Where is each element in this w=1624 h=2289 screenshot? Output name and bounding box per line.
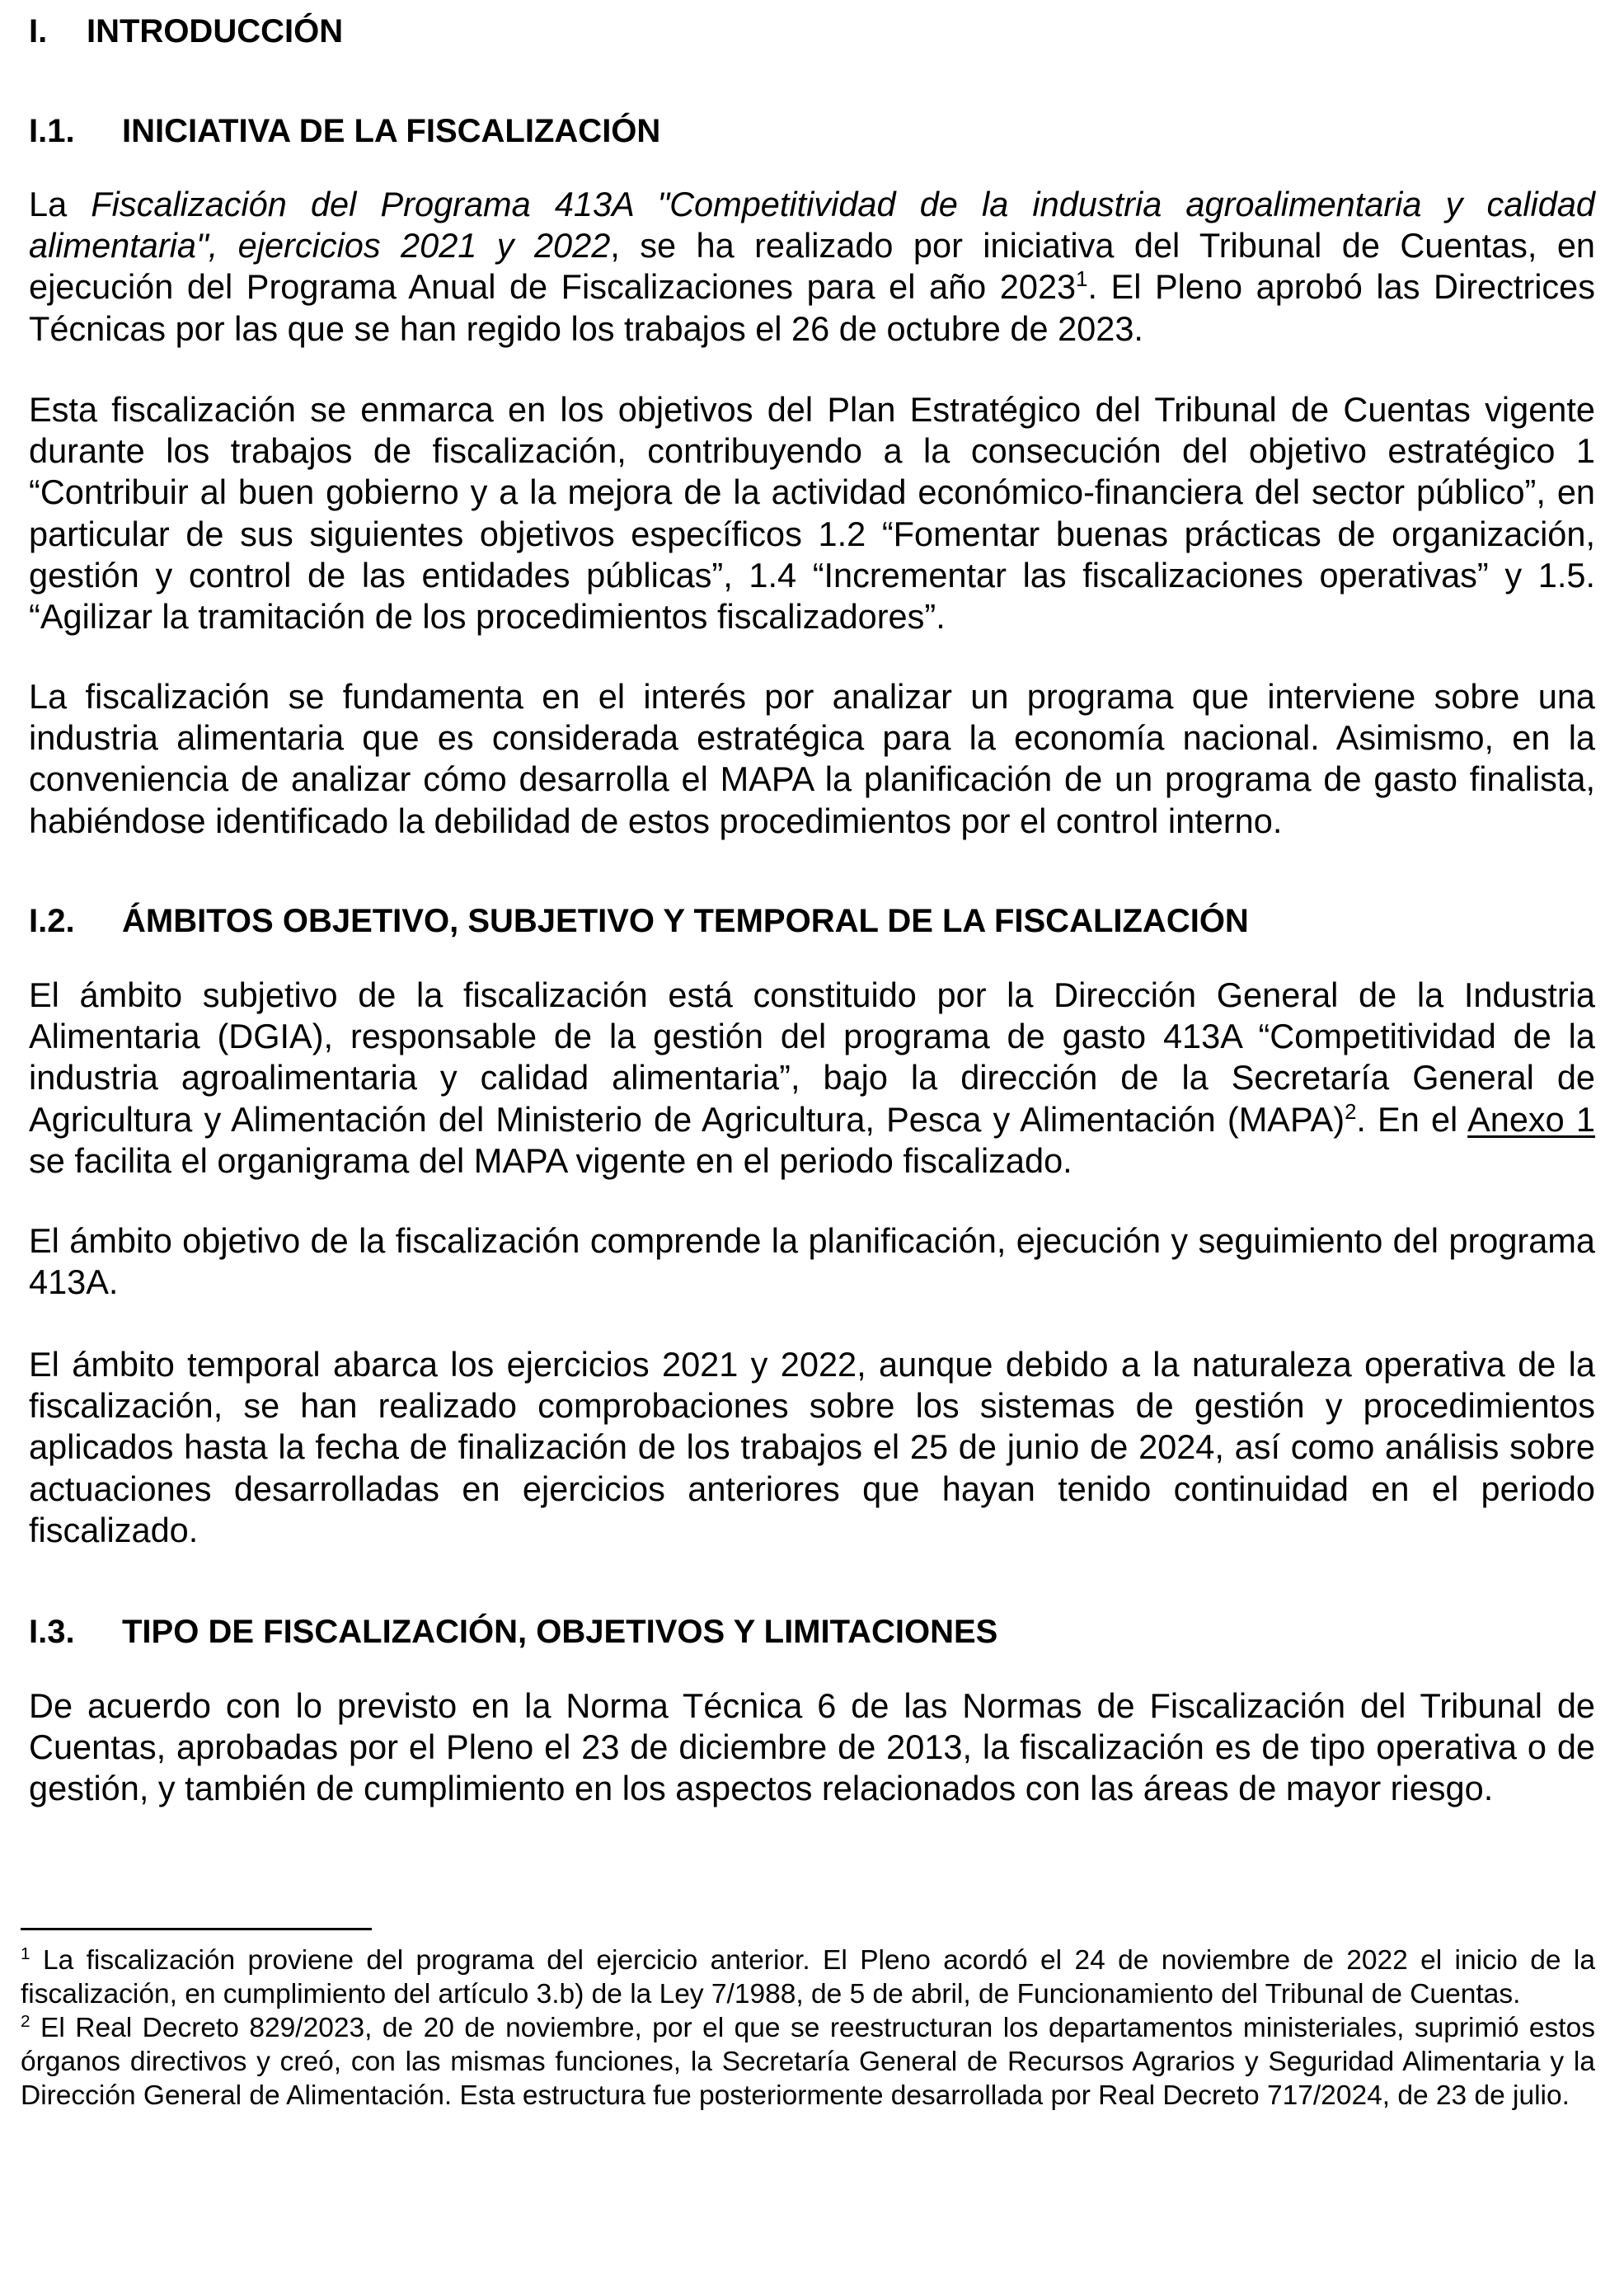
footnote-ref-1[interactable]: 1 xyxy=(1076,268,1088,292)
subsection-number: I.2. xyxy=(29,903,75,939)
subsection-title: ÁMBITOS OBJETIVO, SUBJETIVO Y TEMPORAL DE LA FISCALIZACIÓN xyxy=(122,903,1249,939)
subsection-number: I.1. xyxy=(29,113,75,149)
subsection-title: TIPO DE FISCALIZACIÓN, OBJETIVOS Y LIMITACIONES xyxy=(122,1614,998,1650)
paragraph-iniciativa-3: La fiscalización se fundamenta en el interés por analizar un programa que interviene sobre una industria alimentaria que es considerada estratégica para la economía nacional. Asimismo, en la conveniencia de analizar cómo desarrolla el MAPA la planificación de un programa de gasto finalista, habiéndose identificado la debilidad de estos procedimientos por el control interno. xyxy=(29,677,1595,840)
paragraph-text: La xyxy=(29,185,92,223)
paragraph-text: , se ha realizado por iniciativa del Tribunal de Cuentas, en ejecución del Programa Anual de Fiscalizaciones para el año 2023 xyxy=(29,226,1596,307)
anexo-1-link[interactable]: Anexo 1 xyxy=(1467,1099,1595,1139)
footnote-text: La fiscalización proviene del programa del ejercicio anterior. El Pleno acordó el 24 de noviembre de 2022 el inicio de la fiscalización, en cumplimiento del artículo 3.b) de la Ley 7/1988, de 5 de abril, de Funcionamiento del Tribunal de Cuentas. xyxy=(21,1945,1595,2009)
paragraph-text: se facilita el organigrama del MAPA vigente en el periodo fiscalizado. xyxy=(29,1140,1072,1180)
footnote-1 xyxy=(21,1944,1595,2011)
subsection-heading-2 xyxy=(29,901,1249,941)
subsection-heading-1 xyxy=(29,111,661,151)
footnote-ref-2[interactable]: 2 xyxy=(1345,1100,1357,1124)
paragraph-text: . En el xyxy=(1356,1099,1468,1139)
paragraph-iniciativa-2: Esta fiscalización se enmarca en los objetivos del Plan Estratégico del Tribunal de Cuentas vigente durante los trabajos de fiscalización, contribuyendo a la consecución del objetivo estratégico 1 “Contribuir al buen gobierno y a la mejora de la actividad económico-financiera del sector público”, en particular de sus siguientes objetivos específicos 1.2 “Fomentar buenas prácticas de organización, gestión y control de las entidades públicas”, 1.4 “Incrementar las fiscalizaciones operativas” y 1.5. “Agilizar la tramitación de los procedimientos fiscalizadores”. xyxy=(29,390,1595,637)
paragraph-text: El ámbito subjetivo de la fiscalización está constituido por la Dirección General de la Industria Alimentaria (DGIA), responsable de la gestión del programa de gasto 413A “Competitividad de la industria agroalimentaria y calidad alimentaria”, bajo la dirección de la Secretaría General de Agricultura y Alimentación del Ministerio de Agricultura, Pesca y Alimentación (MAPA) xyxy=(29,975,1595,1139)
footnote-2 xyxy=(21,2011,1595,2113)
footnote-number: 2 xyxy=(21,2011,31,2031)
subsection-number: I.3. xyxy=(29,1614,75,1650)
paragraph-ambitos-2: El ámbito objetivo de la fiscalización comprende la planificación, ejecución y seguimiento del programa 413A. xyxy=(29,1221,1595,1302)
section-title: INTRODUCCIÓN xyxy=(87,13,344,49)
paragraph-tipo-1: De acuerdo con lo previsto en la Norma Técnica 6 de las Normas de Fiscalización del Tribunal de Cuentas, aprobadas por el Pleno el 23 de diciembre de 2013, la fiscalización es de tipo operativa o de gestión, y también de cumplimiento en los aspectos relacionados con las áreas de mayor riesgo. xyxy=(29,1686,1595,1808)
paragraph-ambitos-1 xyxy=(29,975,1595,1182)
section-heading xyxy=(29,12,344,51)
paragraph-iniciativa-1 xyxy=(29,184,1595,350)
footnote-number: 1 xyxy=(21,1944,31,1963)
paragraph-ambitos-3: El ámbito temporal abarca los ejercicios 2021 y 2022, aunque debido a la naturaleza operativa de la fiscalización, se han realizado comprobaciones sobre los sistemas de gestión y procedimientos aplicados hasta la fecha de finalización de los trabajos el 25 de junio de 2024, así como análisis sobre actuaciones desarrolladas en ejercicios anteriores que hayan tenido continuidad en el periodo fiscalizado. xyxy=(29,1345,1595,1549)
footnote-text: El Real Decreto 829/2023, de 20 de noviembre, por el que se reestructuran los departamentos ministeriales, suprimió estos órganos directivos y creó, con las mismas funciones, la Secretaría General de Recursos Agrarios y Seguridad Alimentaria y la Dirección General de Alimentación. Esta estructura fue posteriormente desarrollada por Real Decreto 717/2024, de 23 de julio. xyxy=(21,2013,1595,2111)
footnote-separator xyxy=(21,1928,372,1930)
paragraph-text: . El Pleno aprobó las Directrices Técnicas por las que se han regido los trabajos el 26 de octubre de 2023. xyxy=(29,267,1595,348)
program-title-italic: Fiscalización del Programa 413A "Competitividad de la industria agroalimentaria y calidad alimentaria", ejercicios 2021 y 2022 xyxy=(29,185,1595,266)
section-number: I. xyxy=(29,13,48,49)
subsection-heading-3 xyxy=(29,1612,998,1652)
subsection-title: INICIATIVA DE LA FISCALIZACIÓN xyxy=(122,113,661,149)
